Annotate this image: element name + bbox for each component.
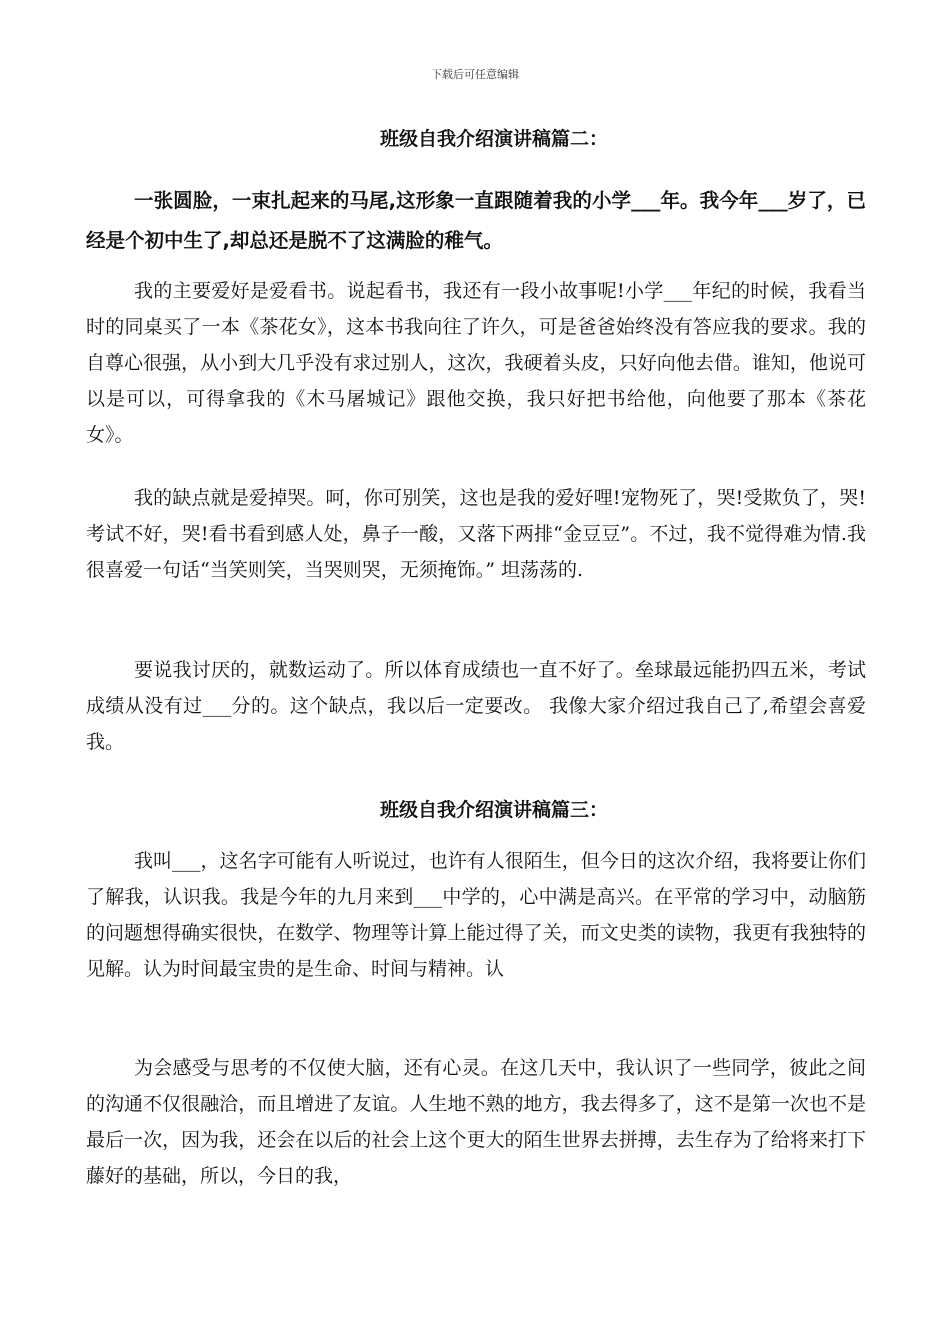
paragraph-dislike: 要说我讨厌的，就数运动了。所以体育成绩也一直不好了。垒球最远能扔四五米，考试成绩从没有过___分的。这个缺点，我以后一定要改。 我像大家介绍过我自己了,希望会喜爱我。 xyxy=(86,659,866,753)
paragraph-intro: 我叫___，这名字可能有人听说过，也许有人很陌生，但今日的这次介绍，我将要让你们了解我，认识我。我是今年的九月来到___中学的，心中满是高兴。在平常的学习中，动脑筋的问题想得确实很快，在数学、物理等计算上能过得了关，而文史类的读物，我更有我独特的见解。认为时间最宝贵的是生命、时间与精神。认 xyxy=(86,850,866,980)
lead-paragraph: 一张圆脸，一束扎起来的马尾,这形象一直跟随着我的小学___年。我今年___岁了，已经是个初中生了,却总还是脱不了这满脸的稚气。 xyxy=(86,189,866,252)
paragraph-feelings: 为会感受与思考的不仅使大脑，还有心灵。在这几天中，我认识了一些同学，彼此之间的沟通不仅很融洽，而且增进了友谊。人生地不熟的地方，我去得多了，这不是第一次也不是最后一次，因为我，还会在以后的社会上这个更大的陌生世界去拼搏，去生存为了给将来打下藤好的基础，所以，今日的我， xyxy=(86,1057,866,1187)
paragraph-hobby: 我的主要爱好是爱看书。说起看书，我还有一段小故事呢!小学___年纪的时候，我看当时的同桌买了一本《茶花女》，这本书我向往了许久，可是爸爸始终没有答应我的要求。我的自尊心很强，从小到大几乎没有求过别人，这次，我硬着头皮，只好向他去借。谁知，他说可以是可以，可得拿我的《木马屠城记》跟他交换，我只好把书给他，向他要了那本《茶花女》。 xyxy=(86,280,866,446)
section-title-2: 班级自我介绍演讲稿篇二： xyxy=(379,128,608,150)
page-header: 下载后可任意编辑 xyxy=(431,68,519,81)
section-title-3: 班级自我介绍演讲稿篇三： xyxy=(379,799,608,821)
paragraph-weakness: 我的缺点就是爱掉哭。呵，你可别笑，这也是我的爱好哩!宠物死了，哭!受欺负了，哭!考试不好，哭!看书看到感人处，鼻子一酸，又落下两排“金豆豆”。不过，我不觉得难为情.我很喜爱一句话“当笑则笑，当哭则哭，无须掩饰。” 坦荡荡的. xyxy=(86,487,866,581)
